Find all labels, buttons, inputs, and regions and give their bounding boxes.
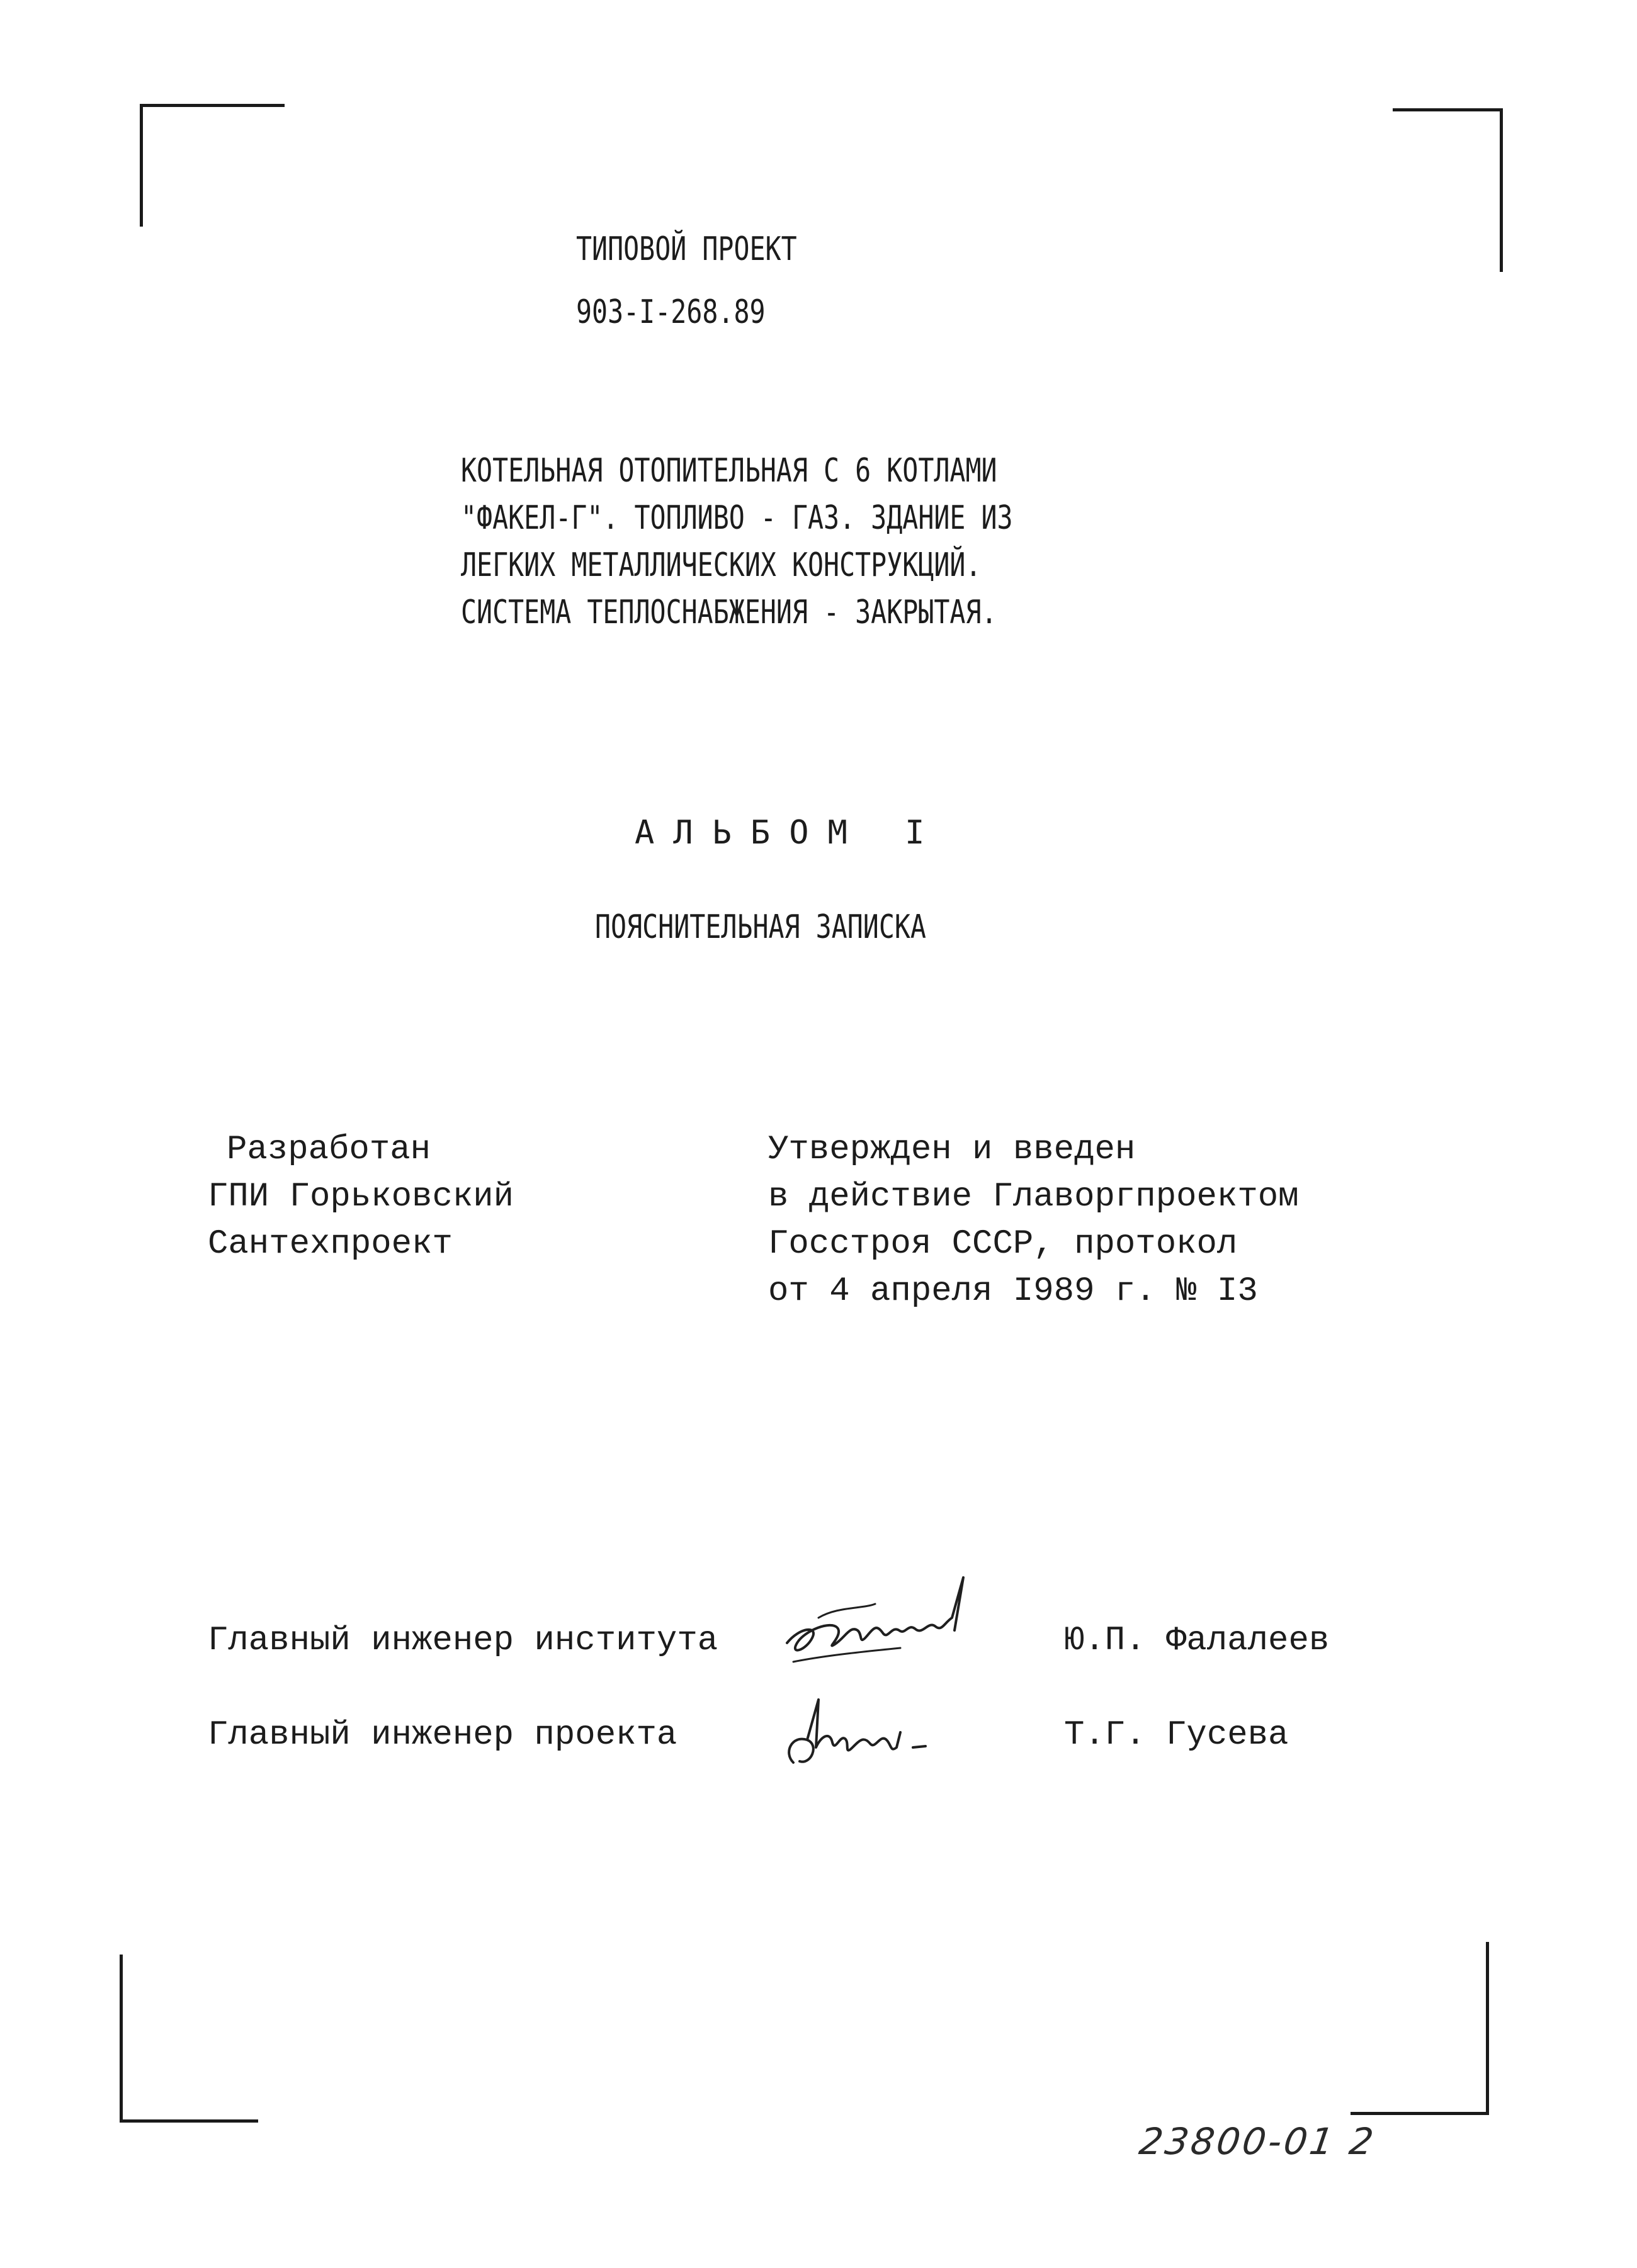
approval-line-2: в действие Главоргпроектом xyxy=(768,1178,1299,1216)
archive-number: 23800-01 2 xyxy=(1136,2120,1379,2163)
album-label: АЛЬБОМ I xyxy=(635,814,944,852)
title-line-2: "ФАКЕЛ-Г". ТОПЛИВО - ГАЗ. ЗДАНИЕ ИЗ xyxy=(461,499,1013,537)
approval-line-4: от 4 апреля I989 г. № I3 xyxy=(768,1272,1258,1311)
corner-mark-top-right xyxy=(1393,108,1503,272)
approval-line-1: Утвержден и введен xyxy=(768,1131,1136,1169)
developer-line-2: ГПИ Горьковский xyxy=(208,1178,514,1216)
approval-line-3: Госстроя СССР, протокол xyxy=(768,1225,1238,1263)
signature-2 xyxy=(774,1687,944,1781)
signatory-position-2: Главный инженер проекта xyxy=(208,1716,677,1754)
signatory-position-1: Главный инженер института xyxy=(208,1622,718,1660)
document-number: 903-I-268.89 xyxy=(576,293,766,331)
corner-mark-bottom-right xyxy=(1351,1942,1489,2115)
signature-1 xyxy=(774,1567,982,1681)
corner-mark-top-left xyxy=(140,104,285,227)
corner-mark-bottom-left xyxy=(120,1955,258,2123)
document-type: ТИПОВОЙ ПРОЕКТ xyxy=(576,230,797,268)
developer-line-3: Сантехпроект xyxy=(208,1225,453,1263)
title-line-3: ЛЕГКИХ МЕТАЛЛИЧЕСКИХ КОНСТРУКЦИЙ. xyxy=(461,546,982,584)
title-line-1: КОТЕЛЬНАЯ ОТОПИТЕЛЬНАЯ С 6 КОТЛАМИ xyxy=(461,452,997,490)
signatory-name-1: Ю.П. Фалалеев xyxy=(1064,1622,1330,1660)
document-subtitle: ПОЯСНИТЕЛЬНАЯ ЗАПИСКА xyxy=(595,908,926,946)
title-line-4: СИСТЕМА ТЕПЛОСНАБЖЕНИЯ - ЗАКРЫТАЯ. xyxy=(461,594,997,631)
signatory-name-2: Т.Г. Гусева xyxy=(1064,1716,1289,1754)
developer-line-1: Разработан xyxy=(227,1131,431,1169)
